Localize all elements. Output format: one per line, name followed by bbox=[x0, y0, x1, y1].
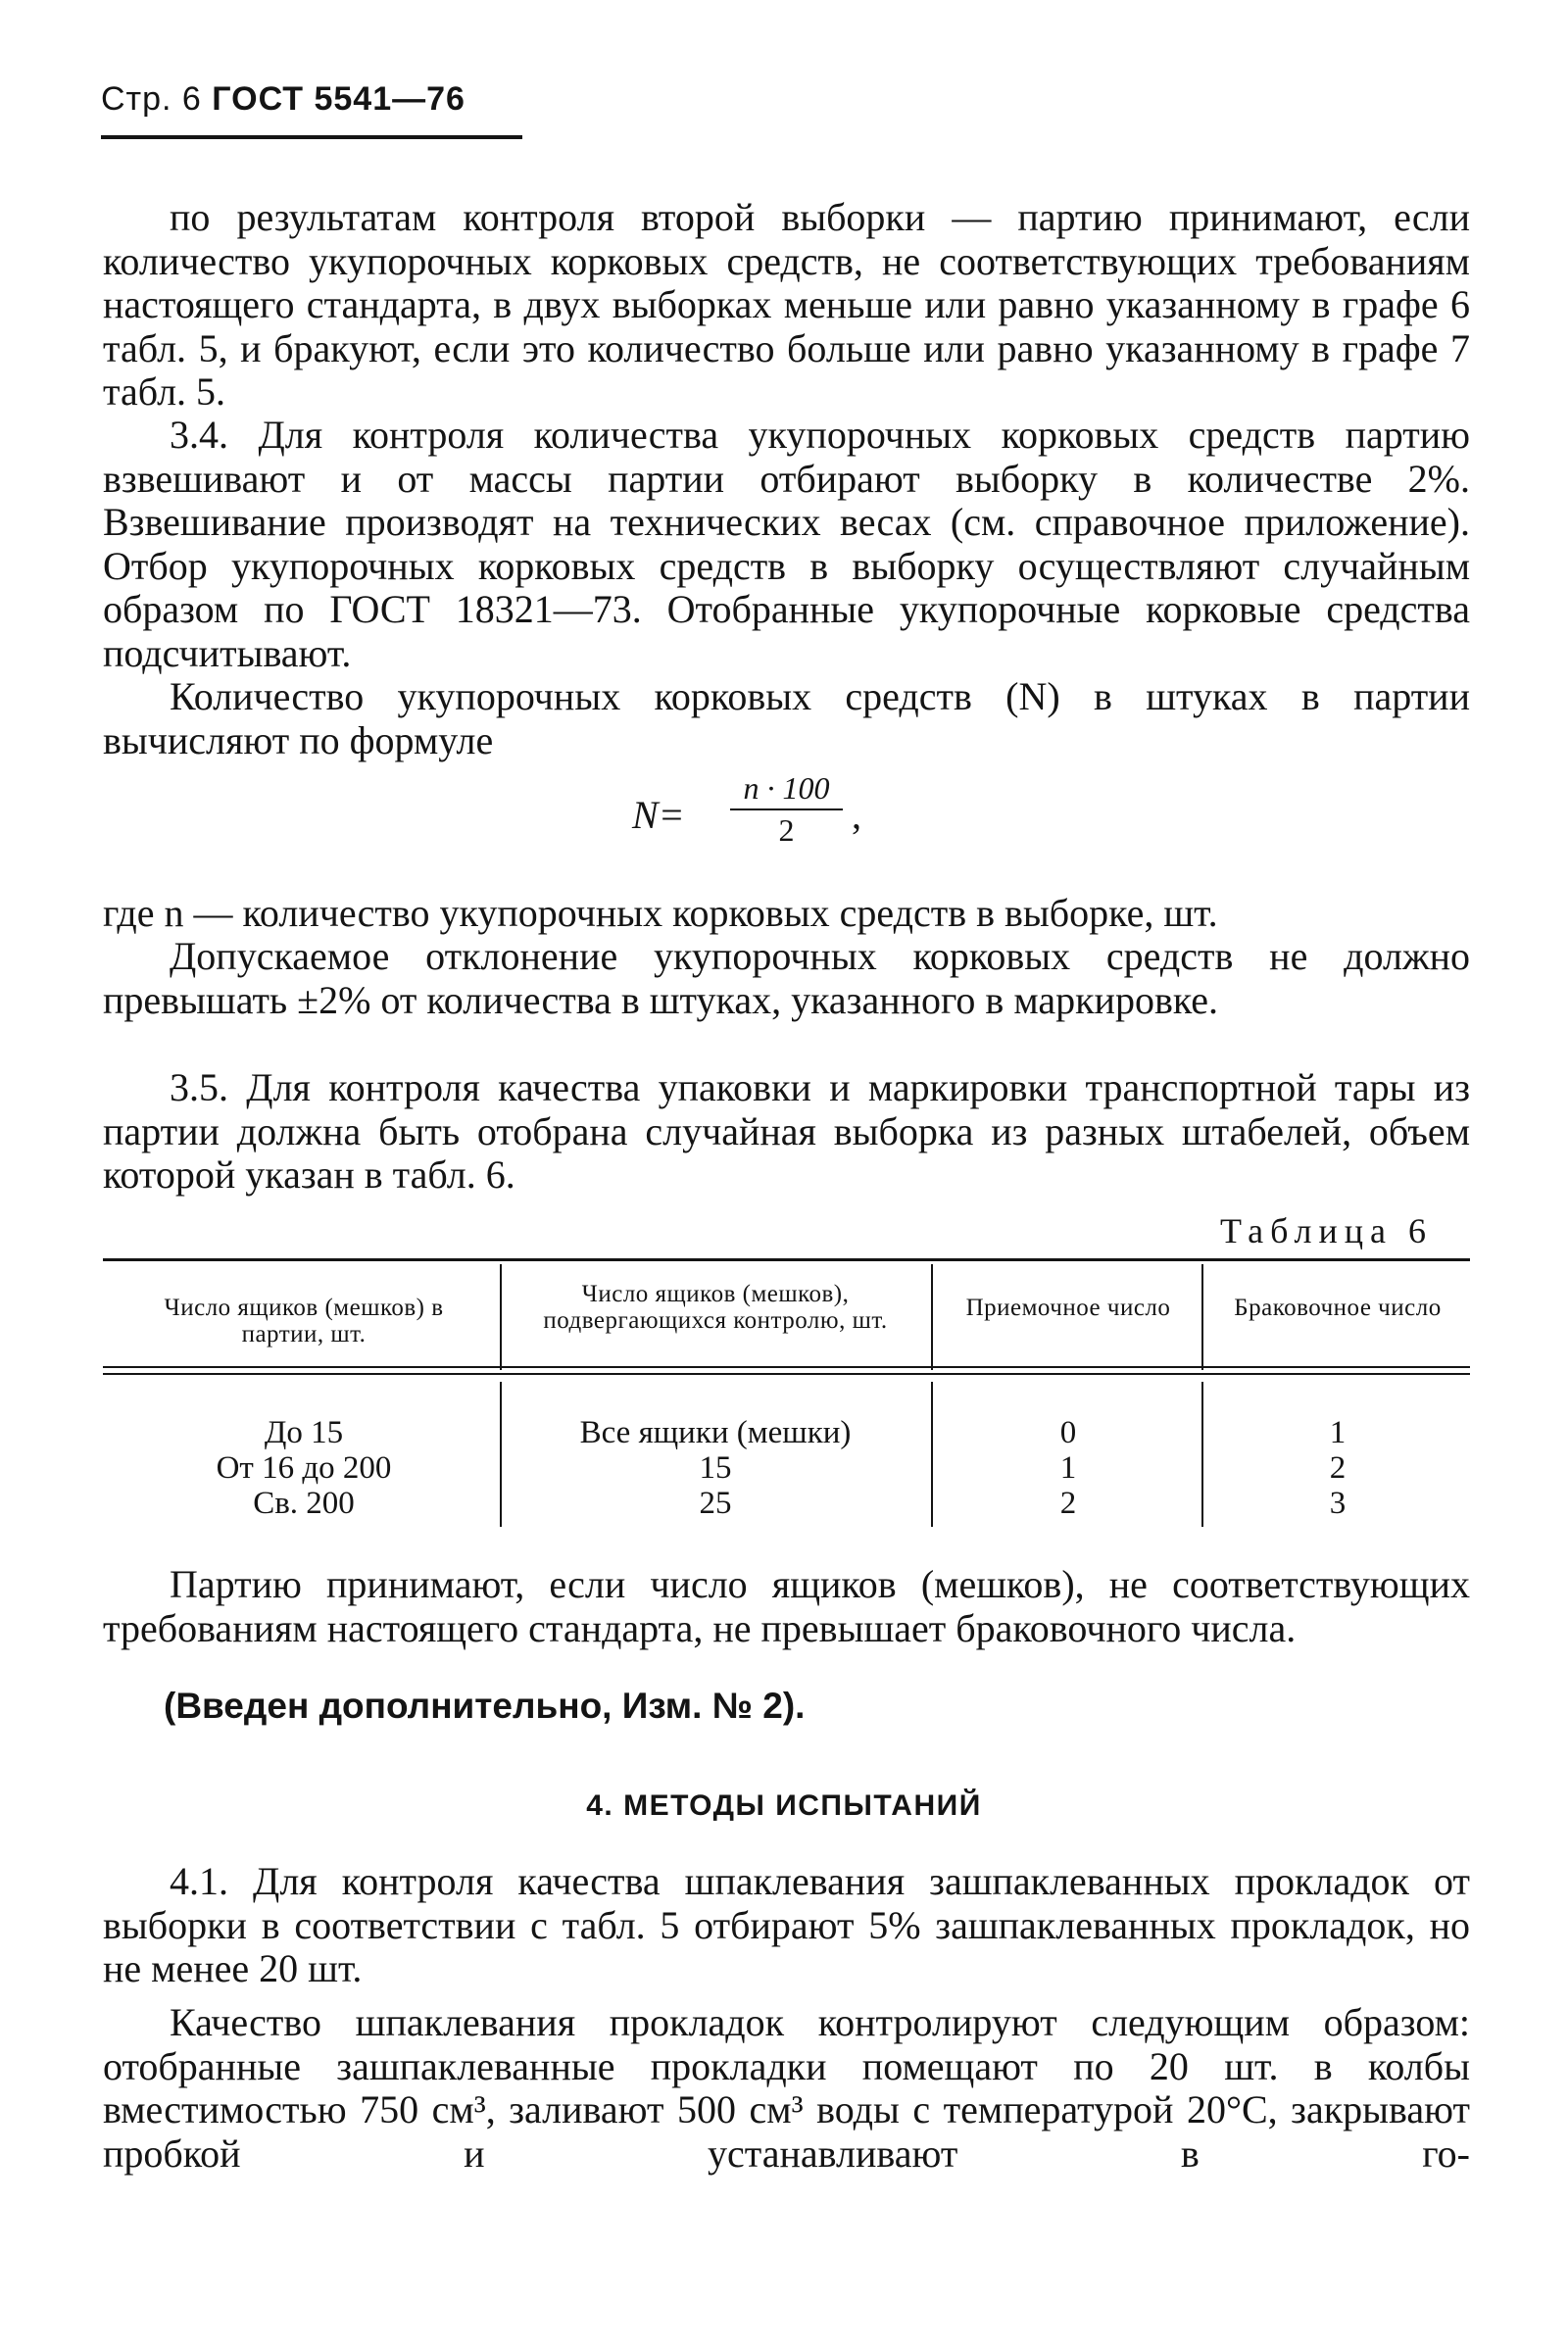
table-cell-r3-c4: 3 bbox=[1329, 1486, 1347, 1521]
table-header-rejection: Браковочное число bbox=[1234, 1295, 1442, 1321]
formula-numerator: n · 100 bbox=[730, 770, 843, 810]
table-cell-r2-c4: 2 bbox=[1329, 1450, 1347, 1486]
paragraph-formula-intro: Количество укупорочных корковых средств (N) в штуках в партии вычисляют по формуле bbox=[103, 674, 1470, 762]
table-vline-2-head bbox=[931, 1264, 933, 1370]
standard-number: ГОСТ 5541—76 bbox=[212, 80, 466, 118]
table-vline-1-body bbox=[500, 1382, 502, 1527]
table-cell-r2-c1: От 16 до 200 bbox=[216, 1450, 392, 1486]
table-cell-r3-c2: 25 bbox=[699, 1486, 732, 1521]
table-header-acceptance: Приемочное число bbox=[965, 1295, 1171, 1321]
table-cell-r2-c2: 15 bbox=[699, 1450, 732, 1486]
page-number: Стр. 6 bbox=[101, 80, 202, 118]
table-cell-r1-c4: 1 bbox=[1329, 1415, 1347, 1450]
table-caption: Таблица 6 bbox=[1220, 1211, 1433, 1250]
table-cell-r1-c3: 0 bbox=[1059, 1415, 1077, 1450]
formula-fraction bbox=[730, 770, 843, 849]
table-cell-r3-c3: 2 bbox=[1059, 1486, 1077, 1521]
formula-lhs: N= bbox=[632, 793, 685, 837]
paragraph-where: где n — количество укупорочных корковых средств в выборке, шт. bbox=[103, 891, 1218, 935]
table-cell-r3-c1: Св. 200 bbox=[253, 1486, 355, 1521]
section-heading: 4. МЕТОДЫ ИСПЫТАНИЙ bbox=[586, 1789, 982, 1822]
formula-denominator: 2 bbox=[778, 812, 795, 848]
header-rule bbox=[101, 135, 522, 139]
page-header bbox=[101, 80, 466, 119]
table-header-sample-size: Число ящиков (мешков), подвергающихся контролю, шт. bbox=[543, 1281, 888, 1334]
table-header-rule bbox=[103, 1366, 1470, 1375]
paragraph-deviation: Допускаемое отклонение укупорочных корковых средств не должно превышать ±2% от количества в штуках, указанного в маркировке. bbox=[103, 934, 1470, 1022]
table-vline-1-head bbox=[500, 1264, 502, 1370]
table-cell-r1-c1: До 15 bbox=[264, 1415, 344, 1450]
table-vline-2-body bbox=[931, 1382, 933, 1527]
amendment-note: (Введен дополнительно, Изм. № 2). bbox=[164, 1686, 806, 1726]
table-cell-r1-c2: Все ящики (мешки) bbox=[579, 1415, 852, 1450]
table-vline-3-head bbox=[1201, 1264, 1203, 1370]
paragraph-putty-quality: Качество шпаклевания прокладок контролируют следующим образом: отобранные зашпаклеванные прокладки помещают по 20 шт. в колбы вместимостью 750 см³, заливают 500 см³ воды с температурой 20°С, закрывают пробкой и устанавливают в го- bbox=[103, 2000, 1470, 2176]
paragraph-3-5: 3.5. Для контроля качества упаковки и маркировки транспортной тары из партии должна быть отобрана случайная выборка из разных штабелей, объем которой указан в табл. 6. bbox=[103, 1065, 1470, 1197]
paragraph-1: по результатам контроля второй выборки — партию принимают, если количество укупорочных корковых средств, не соответствующих требованиям настоящего стандарта, в двух выборках меньше или равно указанному в графе 6 табл. 5, и бракуют, если это количество больше или равно указанному в графе 7 табл. 5. bbox=[103, 195, 1470, 414]
formula-comma: , bbox=[852, 793, 861, 837]
table-header-lot-size: Число ящиков (мешков) в партии, шт. bbox=[164, 1295, 444, 1347]
paragraph-3-4: 3.4. Для контроля количества укупорочных корковых средств партию взвешивают и от массы партии отбирают выборку в количестве 2%. Взвешивание производят на технических весах (см. справочное приложение). Отбор укупорочных корковых средств в выборку осуществляют случайным образом по ГОСТ 18321—73. Отобранные укупорочные корковые средства подсчитывают. bbox=[103, 413, 1470, 675]
paragraph-4-1: 4.1. Для контроля качества шпаклевания зашпаклеванных прокладок от выборки в соответствии с табл. 5 отбирают 5% зашпаклеванных прокладок, но не менее 20 шт. bbox=[103, 1859, 1470, 1990]
paragraph-acceptance: Партию принимают, если число ящиков (мешков), не соответствующих требованиям настоящего стандарта, не превышает браковочного числа. bbox=[103, 1562, 1470, 1650]
table-cell-r2-c3: 1 bbox=[1059, 1450, 1077, 1486]
table-top-rule bbox=[103, 1258, 1470, 1261]
table-vline-3-body bbox=[1201, 1382, 1203, 1527]
